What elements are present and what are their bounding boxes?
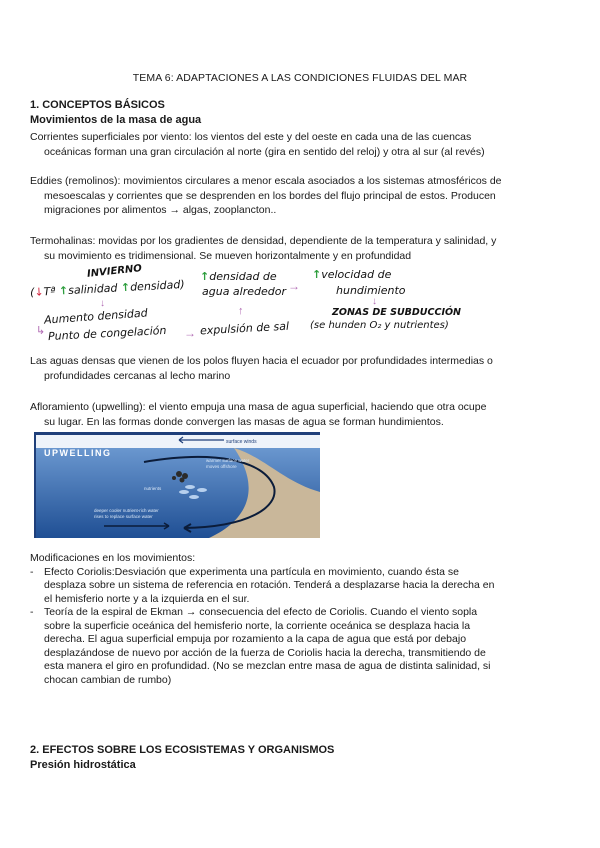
note-condiciones: [30, 278, 185, 299]
line: sobre la superficie oceánica del hemisferio norte, la corriente oceánica se desplaza hacia la: [44, 619, 471, 632]
fish: [179, 490, 189, 494]
line: chocan cambian de rumbo): [44, 673, 172, 686]
list-bullet: -: [30, 606, 34, 618]
line: su lugar. En las formas donde convergen las masas de agua se forman hundimientos.: [44, 415, 444, 428]
arrow-down-icon: ↓: [34, 285, 44, 299]
arrow-up-icon: ↑: [238, 305, 244, 317]
surface-wind-label: surface winds: [226, 439, 257, 445]
arrow-up-icon: ↑: [58, 284, 69, 298]
line: Efecto Coriolis:Desviación que experimenta una partícula en movimiento, cuando ésta se: [44, 565, 459, 578]
line: desplaza sobre un sistema de referencia en rotación. Tenderá a desplazarse hacia la derecha en: [44, 579, 495, 591]
note-zonas: ZONAS DE SUBDUCCIÓN: [332, 307, 462, 318]
arrow-down-icon: ↓: [100, 298, 105, 309]
diagram-left-border: [34, 432, 36, 538]
line: el hemisferio norte y a la izquierda en el sur.: [44, 592, 250, 605]
note-punto: Punto de congelación: [47, 323, 167, 344]
fish: [197, 488, 207, 492]
arrow-down-right-icon: ↳: [36, 325, 46, 337]
subheading-movimientos: Movimientos de la masa de agua: [30, 114, 202, 126]
line: profundidades cercanas al lecho marino: [44, 369, 231, 382]
line: esta manera el giro en profundidad. (No se mezclan entre masa de agua de distinta salinidad, si: [44, 660, 491, 672]
line: migraciones por alimentos → algas, zooplancton..: [44, 204, 277, 216]
deep-water-label: deeper cooler nutrient-rich water: [94, 508, 159, 513]
line: oceánicas forman una gran circulación al norte (gira en sentido del reloj) y otra al sur (al revés): [44, 145, 485, 158]
subheading-presion: Presión hidrostática: [30, 759, 136, 771]
list-item-coriolis: [30, 566, 578, 607]
document-title: TEMA 6: ADAPTACIONES A LAS CONDICIONES FLUIDAS DEL MAR: [132, 72, 468, 84]
line: Termohalinas: movidas por los gradientes de densidad, dependiente de la temperatura y salinidad, y: [30, 235, 497, 247]
note-velocidad-1: velocidad de: [321, 268, 392, 281]
paragraph-termohalinas: [30, 234, 578, 263]
modificaciones-heading: Modificaciones en los movimientos:: [30, 552, 196, 564]
paragraph-eddies: [30, 174, 578, 218]
moves-offshore-label: moves offshore: [206, 464, 237, 469]
note-densidad-agua: [200, 270, 277, 283]
note-hundimiento: hundimiento: [336, 284, 406, 297]
modificaciones-section: [30, 552, 578, 687]
line: mesoescalas y corrientes que se desprenden en los bordes del flujo principal de estos. Producen: [44, 189, 496, 202]
plankton-dot: [180, 478, 185, 483]
note-velocidad: [312, 268, 391, 281]
arrow-up-icon: ↑: [200, 270, 210, 283]
list-item-ekman: [30, 606, 578, 687]
diagram-top-border: [34, 432, 320, 435]
fish: [185, 485, 195, 489]
line: Afloramiento (upwelling): el viento empuja una masa de agua superficial, haciendo que otra ocupe: [30, 401, 487, 413]
section-heading-efectos: 2. EFECTOS SOBRE LOS ECOSISTEMAS Y ORGANISMOS: [30, 744, 335, 756]
paragraph-corrientes: [30, 130, 578, 159]
arrow-up-icon: ↑: [312, 268, 322, 281]
list-text: [44, 606, 578, 687]
paragraph-aguas-densas: [30, 354, 578, 383]
diagram-label: UPWELLING: [44, 448, 112, 458]
note-densidad-agua-1: densidad de: [209, 270, 277, 283]
rises-label: rises to replace surface water: [94, 514, 153, 519]
section-heading-conceptos: 1. CONCEPTOS BÁSICOS: [30, 99, 165, 111]
paragraph-afloramiento: [30, 400, 578, 429]
line: Eddies (remolinos): movimientos circulares a menor escala asociados a los sistemas atmosféricos de: [30, 175, 502, 187]
note-agua-alrededor: agua alrededor: [202, 285, 287, 298]
warm-water-label: warmer surface water: [206, 458, 250, 463]
arrow-up-icon: ↑: [120, 280, 131, 295]
upwelling-diagram: [34, 432, 320, 538]
plankton-dot: [172, 476, 176, 480]
fish: [189, 495, 199, 499]
line: Las aguas densas que vienen de los polos fluyen hacia el ecuador por profundidades intermedias o: [30, 355, 493, 367]
line: su movimiento es tridimensional. Se mueven horizontalmente y en profundidad: [44, 249, 412, 262]
nutrients-label: nutrients: [144, 486, 162, 491]
plankton-dot: [176, 471, 182, 477]
note-densidad: densidad): [129, 277, 185, 294]
bracket-open: (: [29, 285, 35, 300]
note-temp: Tª: [43, 284, 56, 299]
note-expulsion: expulsión de sal: [199, 319, 290, 338]
line: desplazándose de nuevo por acción de la fuerza de Coriolis hacia la derecha, transmitiendo de: [44, 646, 486, 659]
list-bullet: -: [30, 565, 34, 578]
line: Teoría de la espiral de Ekman → consecuencia del efecto de Coriolis. Cuando el viento sopla: [44, 606, 478, 618]
arrow-right-icon: →: [288, 279, 300, 293]
note-aumento: Aumento densidad: [43, 306, 149, 327]
note-invierno: INVIERNO: [86, 263, 143, 280]
arrow-down-icon: ↓: [372, 296, 377, 307]
note-zonas-detalle: (se hunden O₂ y nutrientes): [310, 320, 449, 331]
list-text: [44, 566, 578, 607]
arrow-right-icon: →: [184, 326, 196, 340]
line: derecha. El agua superficial empuja por rozamiento a la capa de agua que está por debajo: [44, 633, 467, 645]
line: Corrientes superficiales por viento: los vientos del este y del oeste en cada una de las cuencas: [30, 131, 472, 143]
note-salinidad: salinidad: [67, 281, 118, 298]
